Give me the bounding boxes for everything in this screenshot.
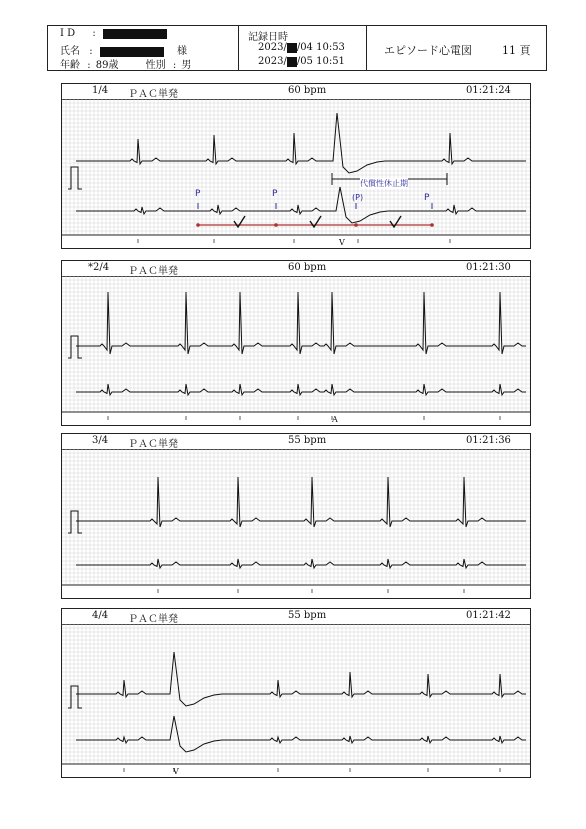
doc-title-cell	[366, 26, 546, 70]
id-label: I D	[60, 28, 76, 39]
ecg-trace	[76, 559, 526, 568]
p-wave-label: P	[424, 193, 430, 203]
date-redaction	[287, 57, 297, 67]
panel-time: 01:21:36	[466, 435, 511, 446]
interval-point	[430, 223, 434, 227]
panel-bpm: 55 bpm	[288, 610, 327, 621]
ecg-trace	[76, 716, 526, 752]
panel-event: ＰＡＣ単発	[128, 439, 178, 450]
ecg-panel-1	[61, 83, 531, 249]
sex-label: 性別	[145, 60, 166, 71]
panel-bpm: 60 bpm	[288, 262, 327, 273]
patient-info: I D : 氏名 : 様 年齢 : 89歳 性別 : 男	[48, 26, 239, 70]
id-redaction	[103, 29, 167, 39]
sex-value: 男	[181, 60, 192, 71]
ecg-trace	[76, 292, 526, 354]
panel-label: *2/4	[88, 262, 110, 273]
record-end: 2023/	[258, 56, 287, 67]
panel-bpm: 60 bpm	[288, 85, 327, 96]
ecg-trace	[76, 384, 526, 395]
doc-title: エピソード心電図	[384, 44, 472, 57]
record-start-tail: /04 10:53	[296, 42, 345, 53]
ecg-panel-4	[61, 608, 531, 778]
ecg-trace	[76, 477, 526, 527]
record-label: 記録日時	[248, 32, 288, 43]
record-start: 2023/	[258, 42, 287, 53]
panel-time: 01:21:24	[466, 85, 511, 96]
interval-point	[196, 223, 200, 227]
name-redaction	[100, 47, 164, 57]
panel-time: 01:21:30	[466, 262, 511, 273]
panel-label: 3/4	[92, 435, 109, 446]
interval-point	[274, 223, 278, 227]
beat-marker: V	[339, 238, 345, 247]
name-label: 氏名	[60, 46, 80, 57]
panel-label: 4/4	[92, 610, 109, 621]
ecg-trace	[76, 187, 526, 223]
ecg-panel-3	[61, 433, 531, 599]
panel-label: 1/4	[92, 85, 109, 96]
p-wave-label: P	[272, 189, 278, 199]
interval-point	[354, 223, 358, 227]
panel-title	[62, 261, 530, 277]
p-wave-label: (P)	[352, 193, 364, 202]
ecg-grid	[62, 99, 530, 235]
beat-marker: A	[332, 415, 338, 424]
pause-label: 代償性休止期	[360, 179, 408, 188]
ecg-panel-2	[61, 260, 531, 426]
panel-bpm: 55 bpm	[288, 435, 327, 446]
panel-title	[62, 84, 530, 100]
panel-event: ＰＡＣ単発	[128, 266, 178, 277]
ecg-strip	[62, 624, 530, 777]
panel-title	[62, 434, 530, 450]
ecg-strip	[62, 99, 530, 248]
panel-event: ＰＡＣ単発	[128, 614, 178, 625]
date-redaction	[287, 43, 297, 53]
page-number: 11 頁	[502, 44, 531, 57]
ecg-strip	[62, 276, 530, 425]
age-value: 89歳	[95, 60, 119, 71]
p-wave-label: P	[195, 189, 201, 199]
ecg-strip	[62, 449, 530, 598]
record-datetime	[238, 26, 367, 70]
report-header	[47, 25, 547, 71]
age-label: 年齢	[60, 60, 80, 71]
name-suffix: 様	[176, 46, 187, 57]
panel-time: 01:21:42	[466, 610, 511, 621]
panel-event: ＰＡＣ単発	[128, 89, 178, 100]
panel-title	[62, 609, 530, 625]
beat-marker: V	[173, 767, 179, 776]
record-end-tail: /05 10:51	[296, 56, 345, 67]
